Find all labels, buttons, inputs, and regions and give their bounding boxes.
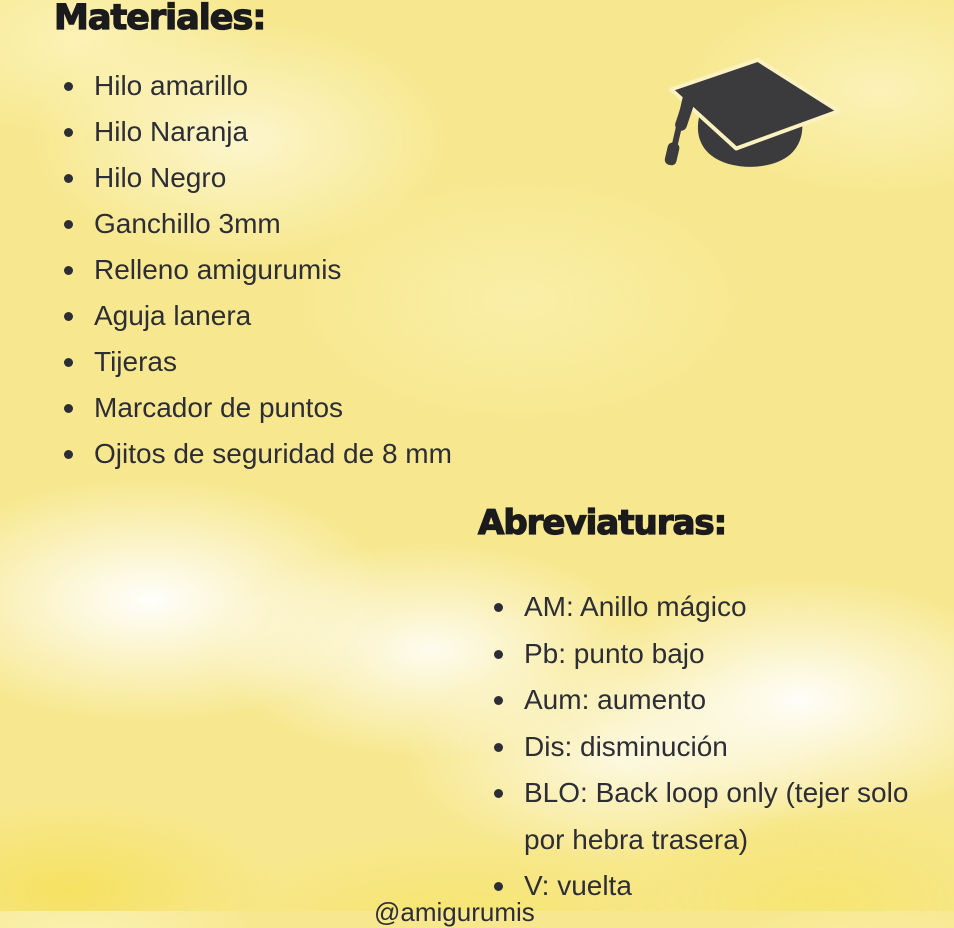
list-item	[56, 247, 616, 293]
list-item	[486, 863, 934, 910]
abbreviations-list	[486, 584, 934, 910]
watermark-handle: @amigurumis	[374, 897, 535, 927]
list-item-label: Hilo Naranja	[94, 116, 249, 147]
materials-list	[56, 63, 616, 477]
bullet-icon	[494, 650, 503, 659]
list-item	[56, 431, 616, 477]
list-item-label: AM: Anillo mágico	[524, 591, 747, 622]
list-item-label: Aguja lanera	[94, 300, 252, 331]
list-item	[56, 339, 616, 385]
bullet-icon	[64, 450, 73, 459]
list-item-label: BLO: Back loop only (tejer solo por hebra trasera)	[524, 777, 909, 855]
list-item-label: Hilo amarillo	[94, 70, 249, 101]
list-item	[56, 63, 616, 109]
list-item-label: Tijeras	[94, 346, 177, 377]
list-item	[56, 385, 616, 431]
list-item-label: Relleno amigurumis	[94, 254, 342, 285]
bullet-icon	[64, 174, 73, 183]
list-item-label: Pb: punto bajo	[524, 637, 705, 669]
bullet-icon	[64, 404, 73, 413]
list-item	[486, 724, 934, 771]
list-item	[486, 631, 934, 678]
list-item-label: V: vuelta	[524, 870, 632, 901]
list-item-label: Aum: aumento	[524, 684, 707, 715]
bullet-icon	[64, 266, 73, 275]
list-item-label: Dis: disminución	[524, 730, 728, 762]
bullet-icon	[494, 789, 503, 798]
graduation-cap-icon	[648, 52, 848, 180]
list-item-label: Ganchillo 3mm	[94, 208, 281, 239]
bullet-icon	[64, 312, 73, 321]
bullet-icon	[494, 743, 503, 752]
bullet-icon	[64, 82, 73, 91]
list-item	[56, 109, 616, 155]
list-item	[56, 201, 616, 247]
list-item-label: Ojitos de seguridad de 8 mm	[94, 438, 452, 469]
bullet-icon	[64, 358, 73, 367]
materials-title: Materiales:	[54, 0, 266, 38]
list-item	[486, 584, 934, 631]
bullet-icon	[494, 696, 503, 705]
bullet-icon	[64, 128, 73, 137]
list-item-label: Hilo Negro	[94, 162, 227, 193]
bullet-icon	[64, 220, 73, 229]
abbreviations-title: Abreviaturas:	[478, 503, 727, 543]
list-item	[56, 155, 616, 201]
list-item	[486, 770, 930, 863]
list-item	[56, 293, 616, 339]
bullet-icon	[494, 603, 503, 612]
bullet-icon	[494, 882, 503, 891]
list-item-label: Marcador de puntos	[94, 392, 344, 423]
list-item	[486, 677, 934, 724]
